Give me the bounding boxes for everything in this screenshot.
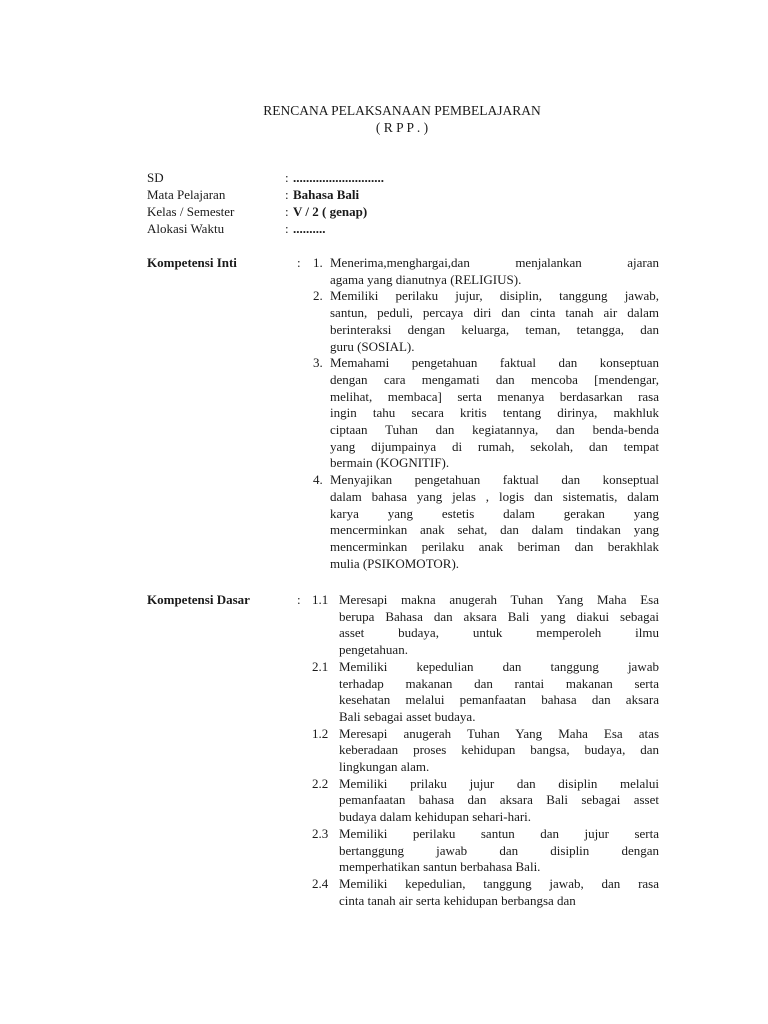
text-line: memperhatikan santun berbahasa Bali.: [339, 859, 541, 875]
text-line: Memiliki kepedulian, tanggung jawab, dan rasa: [339, 875, 659, 891]
list-item-number: 1.: [313, 255, 323, 270]
identity-value: Bahasa Bali: [293, 187, 360, 202]
list-item-text: [339, 826, 659, 876]
list-item: [312, 592, 659, 659]
kompetensi-inti-list: [313, 255, 659, 572]
text-line: dalam bahasa yang jelas , logis dan sistematis, dalam: [330, 488, 659, 504]
text-line: Menyajikan pengetahuan faktual dan konseptual: [330, 472, 659, 488]
list-item-text: [339, 776, 659, 826]
document-subtitle: ( R P P . ): [375, 120, 429, 135]
identity-colon: :: [285, 221, 289, 236]
text-line: mencerminkan anak sehat, dan dalam tindakan yang: [330, 522, 659, 538]
identity-colon: :: [285, 170, 289, 185]
identity-label: Kelas / Semester: [147, 204, 235, 219]
document-title: RENCANA PELAKSANAAN PEMBELAJARAN: [263, 103, 541, 118]
kompetensi-dasar-label: Kompetensi Dasar: [147, 592, 250, 607]
text-line: Bali sebagai asset budaya.: [339, 708, 476, 724]
text-line: Memiliki kepedulian dan tanggung jawab: [339, 658, 659, 674]
list-item-number: 2.1: [312, 658, 329, 674]
text-line: Memiliki perilaku jujur, disiplin, tanggung jawab,: [330, 288, 659, 304]
list-item: [312, 725, 659, 776]
text-line: berinteraksi dengan keluarga, teman, tetangga, dan: [330, 321, 659, 337]
text-line: asset budaya, untuk memperoleh ilmu: [339, 625, 659, 641]
identity-value: ..........: [293, 221, 326, 236]
list-item-text: [330, 255, 659, 288]
text-line: Memiliki perilaku santun dan jujur serta: [339, 825, 659, 841]
text-line: Meresapi anugerah Tuhan Yang Maha Esa atas: [339, 725, 659, 741]
list-item-number: 1.1: [312, 592, 329, 607]
text-line: berupa Bahasa dan aksara Bali yang diakui sebagai: [339, 608, 659, 624]
kompetensi-dasar-colon: :: [297, 592, 301, 607]
list-item: [313, 472, 659, 572]
list-item: [312, 775, 659, 826]
text-line: Memahami pengetahuan faktual dan konseptuan: [330, 355, 659, 371]
list-item: [312, 658, 659, 726]
text-line: Memiliki prilaku jujur dan disiplin melalui: [339, 775, 659, 791]
identity-value: ............................: [293, 170, 384, 185]
list-item: [313, 355, 659, 472]
text-line: Meresapi makna anugerah Tuhan Yang Maha Esa: [339, 592, 659, 607]
text-line: bertanggung jawab dan disiplin dengan: [339, 842, 659, 858]
list-item-text: [339, 659, 659, 726]
text-line: cinta tanah air serta kehidupan berbangsa dan: [339, 892, 576, 908]
text-line: kesehatan melalui pemanfaatan bahasa dan aksara: [339, 692, 659, 708]
text-line: guru (SOSIAL).: [330, 338, 415, 354]
list-item-number: 2.2: [312, 775, 329, 791]
identity-colon: :: [285, 187, 289, 202]
identity-label: Mata Pelajaran: [147, 187, 226, 202]
text-line: ingin tahu secara kritis tentang dirinya, makhluk: [330, 405, 659, 421]
text-line: bermain (KOGNITIF).: [330, 455, 450, 471]
list-item-text: [330, 355, 659, 472]
list-item: [312, 875, 659, 909]
text-line: budaya dalam kehidupan sehari-hari.: [339, 809, 532, 825]
identity-colon: :: [285, 204, 289, 219]
text-line: karya yang estetis dalam gerakan yang: [330, 505, 659, 521]
text-line: yang dijumpainya di rumah, sekolah, dan tempat: [330, 438, 659, 454]
list-item-text: [330, 472, 659, 572]
text-line: lingkungan alam.: [339, 759, 430, 775]
list-item-number: 2.4: [312, 875, 329, 891]
list-item-text: [330, 288, 659, 355]
kompetensi-dasar-list: [312, 592, 659, 909]
list-item-number: 2.: [313, 288, 323, 304]
text-line: mulia (PSIKOMOTOR).: [330, 555, 460, 571]
list-item: [313, 255, 659, 288]
list-item-number: 4.: [313, 472, 323, 488]
list-item-text: [339, 592, 659, 659]
text-line: keberadaan proses kehidupan bangsa, budaya, dan: [339, 742, 659, 758]
text-line: ciptaan Tuhan dan kegiatannya, dan benda-benda: [330, 422, 659, 438]
list-item-text: [339, 876, 659, 909]
text-line: Menerima,menghargai,dan menjalankan ajaran: [330, 255, 659, 270]
identity-label: SD: [147, 170, 164, 185]
identity-label: Alokasi Waktu: [147, 221, 225, 236]
text-line: pemanfaatan bahasa dan aksara Bali sebagai asset: [339, 792, 659, 808]
text-line: terhadap makanan dan rantai makanan serta: [339, 675, 659, 691]
list-item: [313, 288, 659, 355]
list-item-text: [339, 726, 659, 776]
text-line: pengetahuan.: [339, 642, 408, 658]
text-line: mencerminkan perilaku anak beriman dan berakhlak: [330, 538, 659, 554]
list-item: [312, 825, 659, 876]
text-line: santun, peduli, percaya diri dan cinta tanah air dalam: [330, 305, 659, 321]
list-item-number: 1.2: [312, 725, 329, 741]
list-item-number: 2.3: [312, 825, 329, 841]
identity-value: V / 2 ( genap): [293, 204, 368, 219]
text-line: agama yang dianutnya (RELIGIUS).: [330, 271, 522, 287]
kompetensi-inti-colon: :: [297, 255, 301, 270]
list-item-number: 3.: [313, 355, 323, 371]
text-line: melihat, membaca] serta menanya berdasarkan rasa: [330, 388, 659, 404]
kompetensi-inti-label: Kompetensi Inti: [147, 255, 237, 270]
text-line: dengan cara mengamati dan mencoba [mendengar,: [330, 371, 659, 387]
